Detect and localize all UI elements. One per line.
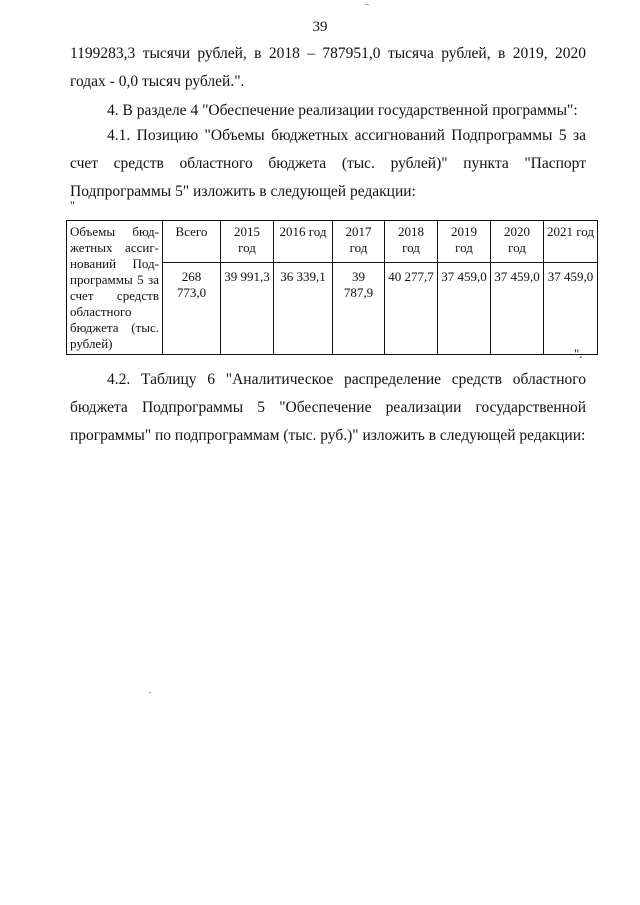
header-cell-2018: 2018 год: [385, 221, 438, 263]
paragraph-section-4: 4. В разделе 4 "Обеспечение реализации государственной программы":: [107, 102, 578, 119]
value-cell-2021: 37 459,0: [544, 262, 598, 354]
paragraph-item-4-2: 4.2. Таблицу 6 "Аналитическое распределение средств областного бюджета Подпрограммы 5 "Обеспечение реализации государственной программы" по подпрограммам (тыс. руб.)" изложить в следующей редакции:: [70, 371, 586, 444]
scan-speck: [149, 692, 151, 693]
value-cell-2017: 39 787,9: [333, 262, 385, 354]
value-cell-2016: 36 339,1: [274, 262, 333, 354]
paragraph-item-4-1: 4.1. Позицию "Объемы бюджетных ассигнований Подпрограммы 5 за счет средств областного бюджета (тыс. рублей)" пункта "Паспорт Подпрограммы 5" изложить в следующей редакции:: [70, 127, 586, 200]
header-cell-2017: 2017 год: [333, 221, 385, 263]
page-number: 39: [312, 19, 328, 35]
table-row-label: Объемы бюджетных ассигнований Подпрограммы 5 за счет средств областного бюджета (тыс. рублей): [67, 221, 163, 355]
header-cell-2020: 2020 год: [491, 221, 544, 263]
header-cell-2015: 2015 год: [221, 221, 274, 263]
table-header-row: [67, 221, 598, 263]
header-cell-total: Всего: [163, 221, 221, 263]
closing-quote: ".: [574, 346, 583, 361]
value-cell-2015: 39 991,3: [221, 262, 274, 354]
scan-mark: [365, 4, 369, 5]
value-cell-2018: 40 277,7: [385, 262, 438, 354]
value-cell-2019: 37 459,0: [438, 262, 491, 354]
budget-table: [66, 220, 598, 355]
header-cell-2019: 2019 год: [438, 221, 491, 263]
header-cell-2016: 2016 год: [274, 221, 333, 263]
value-cell-total: 268 773,0: [163, 262, 221, 354]
value-cell-2020: 37 459,0: [491, 262, 544, 354]
opening-quote: ": [70, 198, 75, 212]
header-cell-2021: 2021 год: [544, 221, 598, 263]
paragraph-continuation: 1199283,3 тысячи рублей, в 2018 – 787951,0 тысяча рублей, в 2019, 2020 годах - 0,0 тысяч рублей.".: [70, 45, 586, 90]
